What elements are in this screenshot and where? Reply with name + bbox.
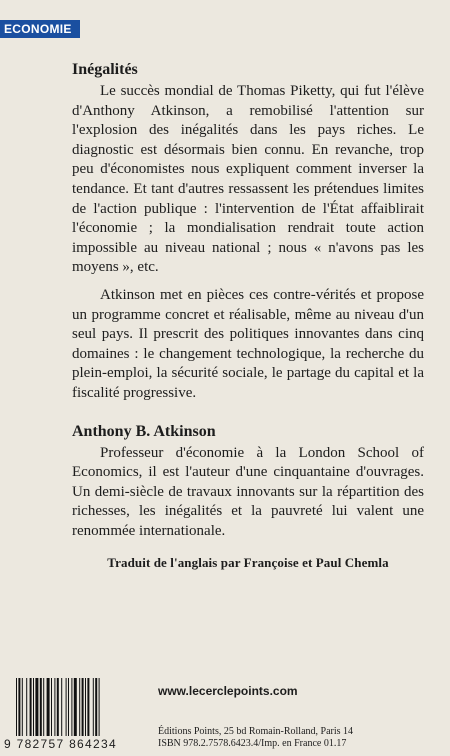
barcode-bar xyxy=(40,678,42,736)
barcode-bar xyxy=(30,678,32,736)
publisher-info xyxy=(158,726,353,750)
barcode-bar xyxy=(95,678,97,736)
barcode-bar xyxy=(22,678,23,736)
author-bio: Professeur d'économie à la London School of Economics, il est l'auteur d'une cinquantaine d'ouvrages. Un demi-siècle de travaux innovants sur la répartition des richesses, les inégalités et la pauvreté lui valent une renommée internationale. xyxy=(72,444,424,539)
section-badge: ECONOMIE xyxy=(0,20,80,38)
barcode-bar xyxy=(93,678,94,736)
barcode-bar xyxy=(16,678,17,736)
publisher-website[interactable]: www.lecerclepoints.com xyxy=(158,684,298,698)
barcode-bar xyxy=(47,678,50,736)
barcode-bar xyxy=(57,678,59,736)
barcode-bar xyxy=(33,678,34,736)
translator-credit: Traduit de l'anglais par Françoise et Paul Chemla xyxy=(107,555,389,571)
barcode-bar xyxy=(54,678,55,736)
barcode-bar xyxy=(99,678,100,736)
barcode-bar xyxy=(74,678,77,736)
barcode-bar xyxy=(43,678,44,736)
isbn-line: ISBN 978.2.7578.6423.4/Imp. en France 01.17 xyxy=(158,738,347,749)
summary-paragraph-1: Le succès mondial de Thomas Piketty, qui fut l'élève d'Anthony Atkinson, a remobilisé l'attention sur l'explosion des inégalités dans les pays riches. Le diagnostic est désormais bien connu. En revanche, trop peu d'économistes nous expliquent comment inverser la tendance. Et tant d'autres ressassent les prétendues limites de l'action publique : l'intervention de l'État affaiblirait l'économie ; la mondialisation rendrait toute action impossible au niveau national ; nous « n'avons pas les moyens », etc. xyxy=(72,83,424,276)
barcode-bar xyxy=(71,678,72,736)
barcode-bar xyxy=(66,678,67,736)
barcode-bar xyxy=(82,678,84,736)
barcode xyxy=(4,678,150,751)
publisher-address: Éditions Points, 25 bd Romain-Rolland, Paris 14 xyxy=(158,726,354,737)
author-name: Anthony B. Atkinson xyxy=(72,422,216,440)
barcode-bar xyxy=(85,678,86,736)
summary-paragraph-2: Atkinson met en pièces ces contre-vérités et propose un programme concret et réalisable, même au niveau d'un seul pays. Il prescrit des politiques innovantes dans cinq domaines : le changement technologique, la recherche du plein-emploi, la sécurité sociale, le partage du capital et la fiscalité progressive. xyxy=(72,286,424,401)
barcode-bars xyxy=(4,678,150,736)
barcode-bar xyxy=(61,678,62,736)
barcode-bar xyxy=(26,678,27,736)
cover-footer xyxy=(0,660,450,756)
barcode-bar xyxy=(87,678,89,736)
back-cover-text xyxy=(72,60,424,571)
book-title: Inégalités xyxy=(72,61,138,78)
barcode-bar xyxy=(18,678,20,736)
barcode-bar xyxy=(51,678,52,736)
barcode-bar xyxy=(35,678,38,736)
barcode-bar xyxy=(79,678,80,736)
barcode-digits: 9 782757 864234 xyxy=(4,737,117,751)
barcode-bar xyxy=(68,678,69,736)
